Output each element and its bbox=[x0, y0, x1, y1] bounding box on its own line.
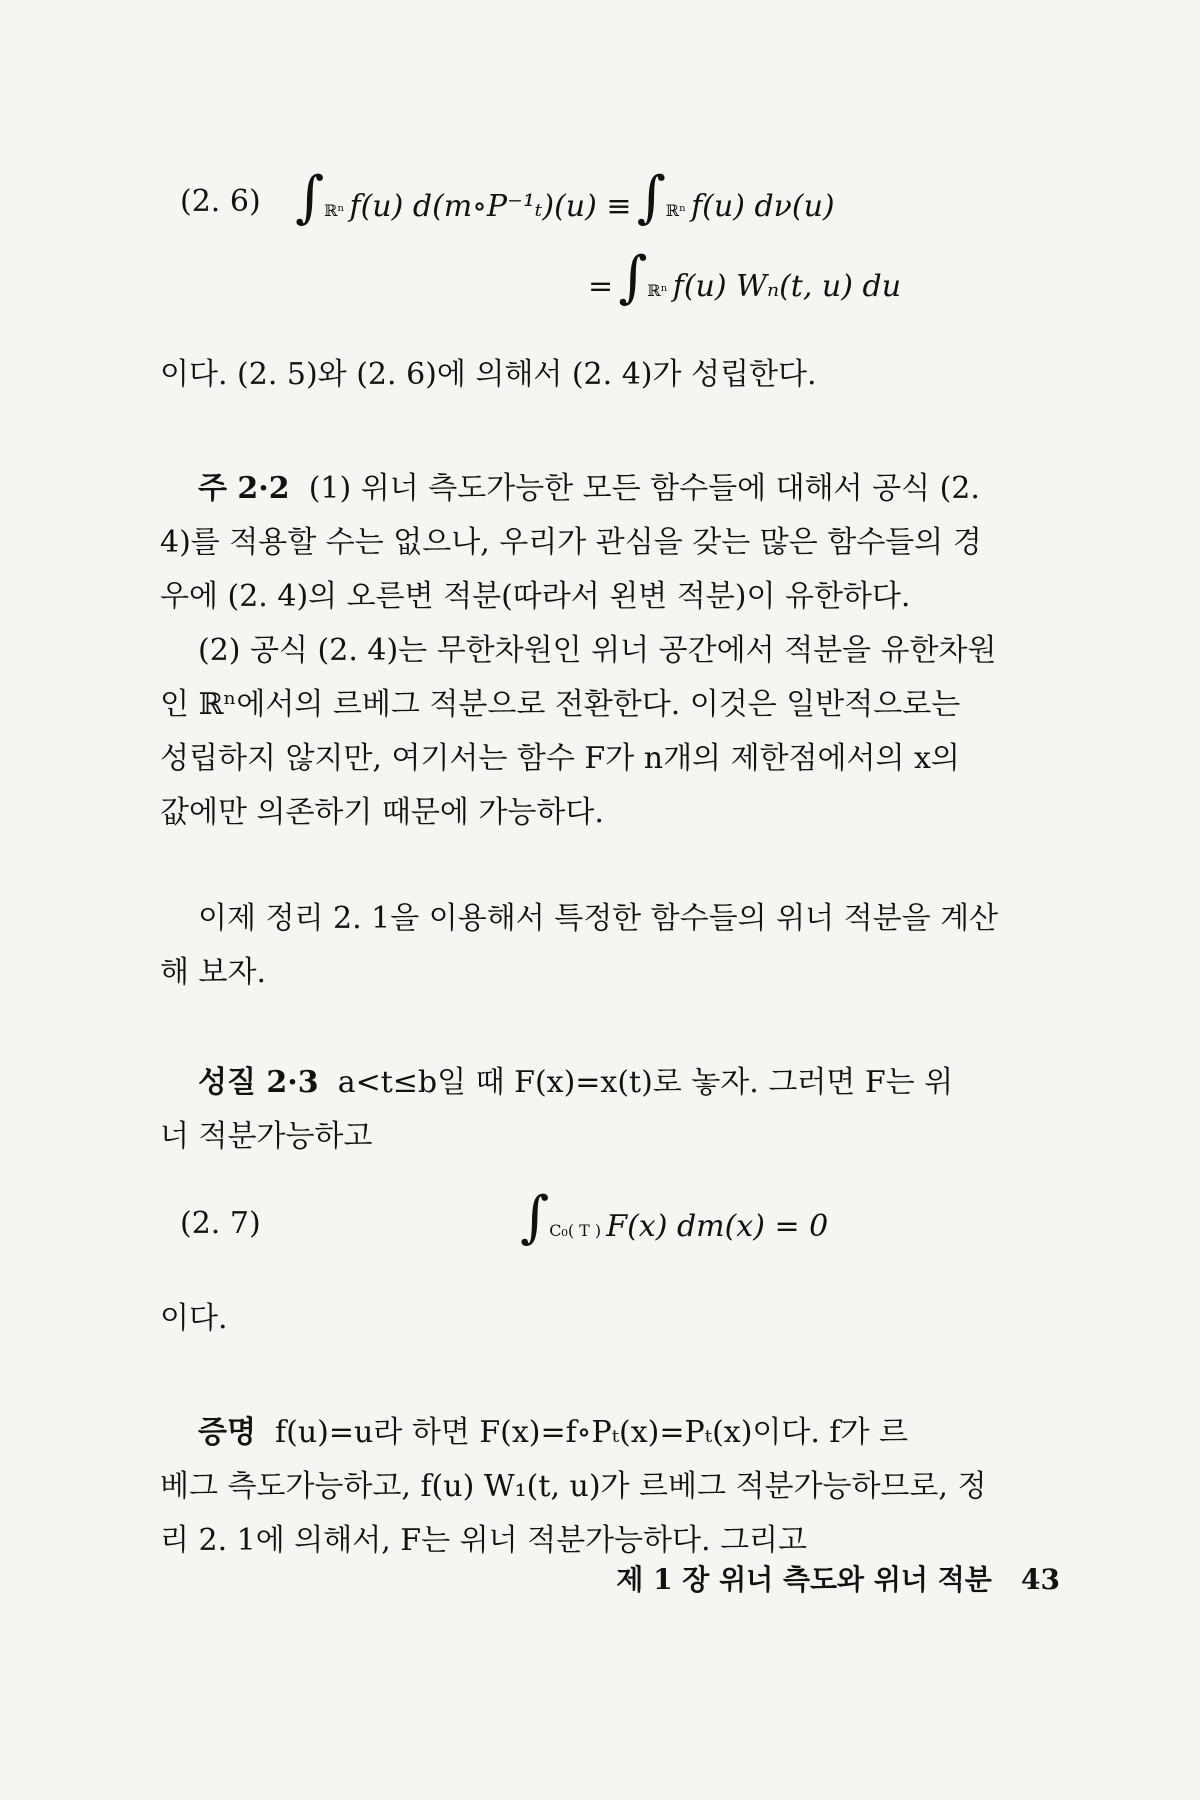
page-number: 43 bbox=[1021, 1563, 1060, 1596]
proof-label: 증명 bbox=[198, 1415, 256, 1450]
paragraph-after-2-7 bbox=[160, 1292, 1060, 1346]
text-line: 증명 f(u)=u라 하면 F(x)=f∘Pₜ(x)=Pₜ(x)이다. f가 르 bbox=[198, 1415, 909, 1450]
integral-domain: ℝⁿ bbox=[647, 281, 668, 300]
integral-domain: ℝⁿ bbox=[324, 201, 345, 220]
text-line: 리 2. 1에 의해서, F는 위너 적분가능하다. 그리고 bbox=[160, 1523, 808, 1558]
text-line: 주 2·2 (1) 위너 측도가능한 모든 함수들에 대해서 공식 (2. bbox=[198, 471, 980, 506]
intro-paragraph bbox=[160, 892, 1060, 1000]
remark-2-2 bbox=[160, 462, 1060, 840]
equals-sign: = bbox=[588, 269, 614, 304]
integral-sign: ∫ bbox=[618, 245, 648, 310]
text-line: 너 적분가능하고 bbox=[160, 1119, 373, 1154]
text-line: (2) 공식 (2. 4)는 무한차원인 위너 공간에서 적분을 유한차원 bbox=[198, 633, 997, 668]
equation-2-7 bbox=[520, 1185, 829, 1250]
equation-expression: f(u) Wₙ(t, u) du bbox=[672, 269, 902, 304]
page-footer bbox=[616, 1558, 1060, 1598]
remark-label: 주 2·2 bbox=[198, 471, 290, 506]
paragraph-after-2-6 bbox=[160, 348, 1060, 402]
equation-expression: f(u) dν(u) bbox=[691, 189, 835, 224]
integral-sign: ∫ bbox=[636, 165, 666, 230]
integral-sign: ∫ bbox=[295, 165, 325, 230]
equation-label: (2. 6) bbox=[180, 184, 261, 219]
integral-sign: ∫ bbox=[520, 1185, 550, 1250]
integral-domain: C₀( T ) bbox=[549, 1221, 602, 1240]
text-line: 인 ℝⁿ에서의 르베그 적분으로 전환한다. 이것은 일반적으로는 bbox=[160, 687, 961, 722]
text-line: 이다. (2. 5)와 (2. 6)에 의해서 (2. 4)가 성립한다. bbox=[160, 357, 817, 392]
text-line: 이다. bbox=[160, 1301, 228, 1336]
integral-domain: ℝⁿ bbox=[665, 201, 686, 220]
equation-label: (2. 7) bbox=[180, 1206, 261, 1241]
equation-2-6-line-1 bbox=[295, 165, 835, 230]
equation-expression: F(x) dm(x) = 0 bbox=[606, 1209, 829, 1244]
chapter-title: 제 1 장 위너 측도와 위너 적분 bbox=[616, 1563, 992, 1596]
proof bbox=[160, 1406, 1060, 1568]
equation-2-6-line-2 bbox=[588, 245, 902, 310]
text-line: 성질 2·3 a<t≤b일 때 F(x)=x(t)로 놓자. 그러면 F는 위 bbox=[198, 1065, 954, 1100]
text-line: 우에 (2. 4)의 오른변 적분(따라서 왼변 적분)이 유한하다. bbox=[160, 579, 911, 614]
text-line: 이제 정리 2. 1을 이용해서 특정한 함수들의 위너 적분을 계산 bbox=[198, 901, 999, 936]
text-line: 성립하지 않지만, 여기서는 함수 F가 n개의 제한점에서의 x의 bbox=[160, 741, 960, 776]
text-line: 4)를 적용할 수는 없으나, 우리가 관심을 갖는 많은 함수들의 경 bbox=[160, 525, 982, 560]
text-line: 값에만 의존하기 때문에 가능하다. bbox=[160, 795, 604, 830]
property-2-3 bbox=[160, 1056, 1060, 1164]
property-label: 성질 2·3 bbox=[198, 1065, 319, 1100]
equation-expression: f(u) d(m∘P⁻¹ₜ)(u) ≡ bbox=[349, 189, 632, 224]
text-line: 해 보자. bbox=[160, 955, 267, 990]
text-line: 베그 측도가능하고, f(u) W₁(t, u)가 르베그 적분가능하므로, 정 bbox=[160, 1469, 987, 1504]
